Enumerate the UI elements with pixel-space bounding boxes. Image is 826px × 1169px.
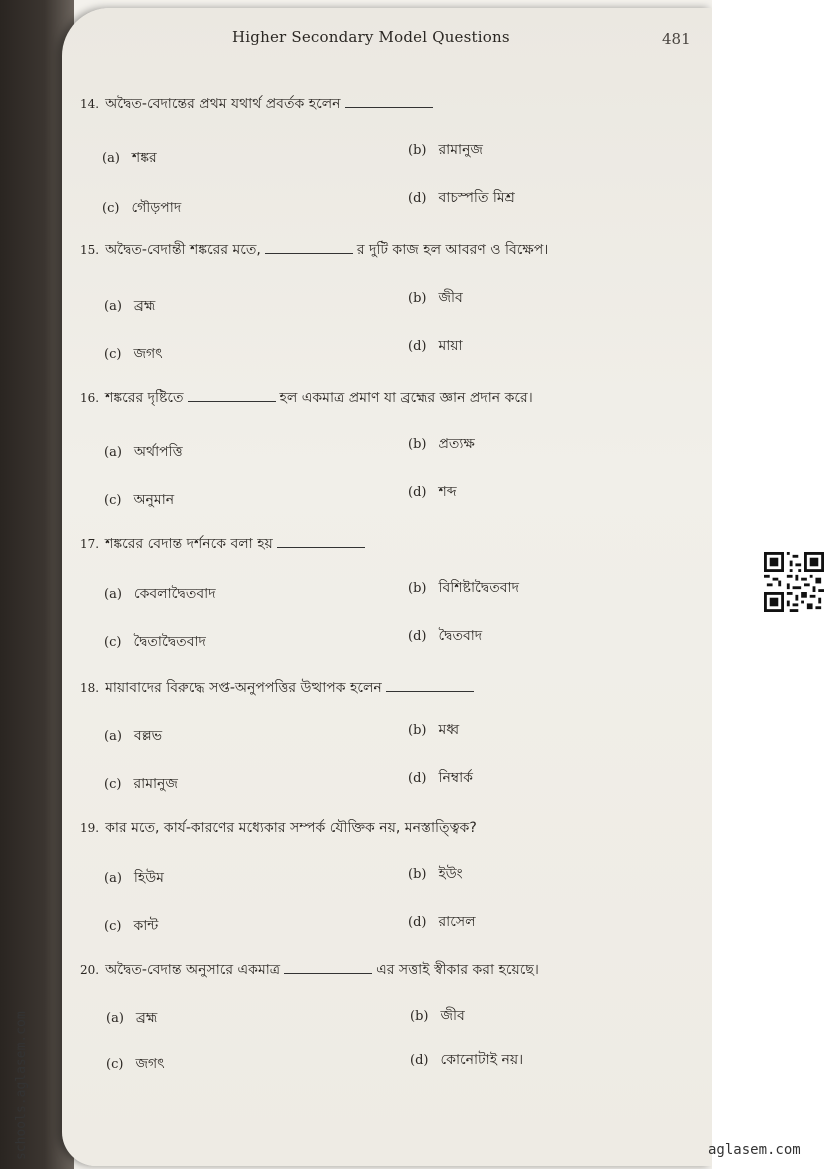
question-18 [80, 676, 478, 700]
watermark-vertical: schools.aglasem.com [14, 1011, 29, 1160]
question-text: মায়াবাদের বিরুদ্ধে সপ্ত-অনুপপত্তির উত্থাপক হলেন [105, 680, 382, 696]
option-20-c: (c) জগৎ [106, 1056, 165, 1072]
option-14-b: (b) রামানুজ [408, 142, 483, 158]
answer-blank [345, 97, 433, 108]
option-17-b: (b) বিশিষ্টাদ্বৈতবাদ [408, 580, 519, 596]
option-18-c: (c) রামানুজ [104, 776, 178, 792]
option-17-c: (c) দ্বৈতাদ্বৈতবাদ [104, 634, 206, 650]
option-14-c: (c) গৌড়পাদ [102, 200, 182, 216]
answer-blank [265, 243, 353, 254]
option-20-d: (d) কোনোটাই নয়। [410, 1052, 524, 1068]
option-17-a: (a) কেবলাদ্বৈতবাদ [104, 586, 216, 602]
option-19-b: (b) ইউং [408, 866, 463, 882]
question-14 [80, 92, 437, 116]
answer-blank [386, 681, 474, 692]
question-20 [80, 958, 539, 982]
question-number: 14. [80, 97, 100, 111]
page-header-title: Higher Secondary Model Questions [232, 28, 510, 46]
question-number: 18. [80, 681, 100, 695]
question-19 [80, 816, 477, 840]
option-18-d: (d) নিম্বার্ক [408, 770, 473, 786]
option-19-d: (d) রাসেল [408, 914, 476, 930]
option-19-a: (a) হিউম [104, 870, 164, 886]
option-15-c: (c) জগৎ [104, 346, 163, 362]
question-text-after: র দুটি কাজ হল আবরণ ও বিক্ষেপ। [356, 242, 549, 258]
question-17 [80, 532, 369, 556]
question-15 [80, 238, 548, 262]
option-15-b: (b) জীব [408, 290, 463, 306]
question-text: শঙ্করের বেদান্ত দর্শনকে বলা হয় [105, 536, 273, 552]
option-20-a: (a) ব্রহ্ম [106, 1010, 158, 1026]
option-15-d: (d) মায়া [408, 338, 463, 354]
question-number: 20. [80, 963, 100, 977]
option-20-b: (b) জীব [410, 1008, 465, 1024]
question-16 [80, 386, 533, 410]
question-number: 15. [80, 243, 100, 257]
option-15-a: (a) ব্রহ্ম [104, 298, 156, 314]
question-text: অদ্বৈত-বেদান্ত অনুসারে একমাত্র [105, 962, 281, 978]
watermark-corner: aglasem.com [708, 1142, 801, 1158]
option-16-d: (d) শব্দ [408, 484, 457, 500]
question-text: অদ্বৈত-বেদান্তের প্রথম যথার্থ প্রবর্তক হলেন [105, 96, 341, 112]
option-14-d: (d) বাচস্পতি মিশ্র [408, 190, 515, 206]
answer-blank [188, 391, 276, 402]
answer-blank [277, 537, 365, 548]
question-text: কার মতে, কার্য-কারণের মধ্যেকার সম্পর্ক যৌক্তিক নয়, মনস্তাত্ত্বিক? [105, 820, 477, 836]
question-number: 17. [80, 537, 100, 551]
page-number: 481 [662, 30, 691, 48]
option-19-c: (c) কান্ট [104, 918, 159, 934]
question-text: অদ্বৈত-বেদান্তী শঙ্করের মতে, [105, 242, 261, 258]
option-17-d: (d) দ্বৈতবাদ [408, 628, 483, 644]
question-text-after: এর সত্তাই স্বীকার করা হয়েছে। [376, 962, 539, 978]
question-text: শঙ্করের দৃষ্টিতে [105, 390, 184, 406]
option-18-a: (a) বল্লভ [104, 728, 163, 744]
option-16-b: (b) প্রত্যক্ষ [408, 436, 475, 452]
question-text-after: হল একমাত্র প্রমাণ যা ব্রহ্মের জ্ঞান প্রদান করে। [279, 390, 533, 406]
option-16-c: (c) অনুমান [104, 492, 175, 508]
answer-blank [284, 963, 372, 974]
option-16-a: (a) অর্থাপত্তি [104, 444, 183, 460]
question-number: 19. [80, 821, 100, 835]
option-14-a: (a) শঙ্কর [102, 150, 157, 166]
qr-code-icon[interactable] [764, 552, 824, 612]
question-number: 16. [80, 391, 100, 405]
option-18-b: (b) মধ্ব [408, 722, 460, 738]
